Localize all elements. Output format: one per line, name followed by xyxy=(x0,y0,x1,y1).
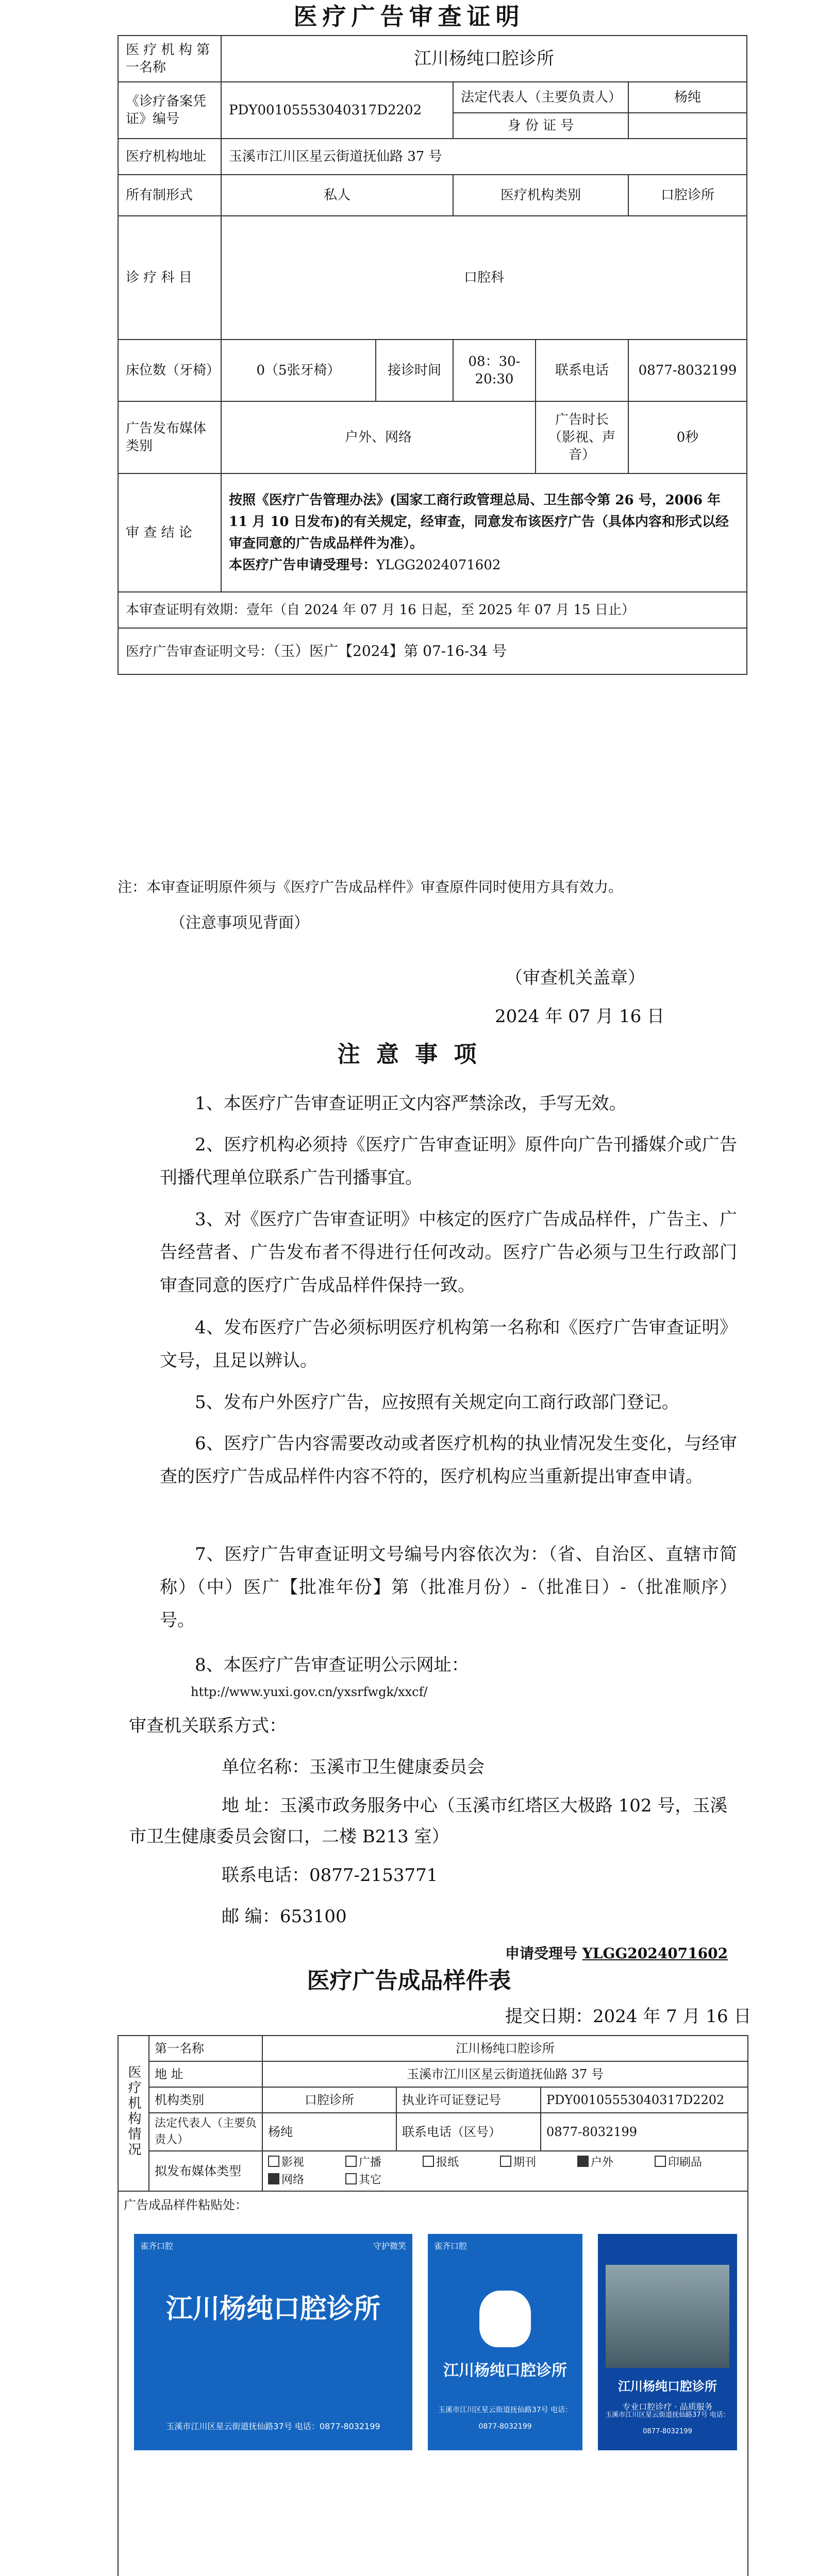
checkbox-icon[interactable] xyxy=(268,2156,279,2167)
notice-title: 注 意 事 项 xyxy=(337,1041,481,1067)
sample1-addr-value: 玉溪市江川区星云街道抚仙路 37 号 xyxy=(262,2061,748,2087)
poster-title: 江川杨纯口腔诊所 xyxy=(618,2379,717,2394)
sample1-accept-label: 申请受理号 xyxy=(505,1945,578,1962)
valid-period xyxy=(118,592,747,628)
sample1-lic-value: PDY00105553040317D2202 xyxy=(541,2087,748,2113)
media-option-label: 期刊 xyxy=(513,2156,537,2169)
media-option[interactable] xyxy=(345,2172,423,2189)
media-option-label: 网络 xyxy=(281,2174,305,2187)
poster-brand: 雀齐口腔 xyxy=(140,2241,174,2251)
poster-landscape xyxy=(134,2234,412,2450)
certificate-title: 医疗广告审查证明 xyxy=(293,3,525,30)
sample1-cat-label: 机构类别 xyxy=(149,2087,262,2113)
contact-phone-label: 联系电话： xyxy=(222,1865,309,1886)
poster-storefront xyxy=(598,2234,737,2450)
conclusion-text: 按照《医疗广告管理办法》(国家工商行政管理总局、卫生部令第 26 号，2006 年 11 月 10 日发布)的有关规定，经审查，同意发布该医疗广告（具体内容和形式以经审查同意的广告成品样件为准）。 xyxy=(229,493,729,551)
beds-label: 床位数（牙椅） xyxy=(118,340,221,401)
checkbox-icon[interactable] xyxy=(577,2156,589,2167)
checkbox-icon[interactable] xyxy=(268,2173,279,2184)
poster-slogan: 专业口腔诊疗 · 品质服务 xyxy=(622,2402,713,2412)
conclusion-label: 审 查 结 论 xyxy=(118,473,221,592)
media-option[interactable] xyxy=(500,2155,577,2171)
conclusion-cell xyxy=(221,473,747,592)
notice-item-6: 6、医疗广告内容需要改动或者医疗机构的执业情况发生变化，与经审查的医疗广告成品样件内容不符的，医疗机构应当重新提出审查申请。 xyxy=(160,1433,737,1487)
checkbox-icon[interactable] xyxy=(345,2173,357,2184)
notice-item-4: 4、发布医疗广告必须标明医疗机构第一名称和《医疗广告审查证明》文号，且足以辨认。 xyxy=(160,1317,737,1371)
poster-portrait xyxy=(428,2234,582,2450)
contact-unit-label: 单位名称： xyxy=(222,1757,309,1777)
subjects-label: 诊 疗 科 目 xyxy=(118,216,221,340)
notice-item-2: 2、医疗机构必须持《医疗广告审查证明》原件向广告刊播媒介或广告刊播代理单位联系广告刊播事宜。 xyxy=(160,1134,737,1188)
conclusion-no-value: YLGG2024071602 xyxy=(376,557,501,573)
certificate-table xyxy=(118,35,747,675)
notice-item-7: 7、医疗广告审查证明文号编号内容依次为：（省、自治区、直辖市简称）（中）医广【批准年份】第（批准月份）-（批准日）-（批准顺序）号。 xyxy=(160,1544,737,1631)
media-option[interactable] xyxy=(268,2155,345,2171)
cert-number xyxy=(118,628,747,674)
checkbox-icon[interactable] xyxy=(345,2156,357,2167)
media-option-label: 户外 xyxy=(591,2156,614,2169)
contact-postcode-label: 邮 编： xyxy=(222,1906,280,1927)
cert-no-label: 医疗广告审查证明文号： xyxy=(126,643,274,659)
sample1-date: 提交日期：2024 年 7 月 16 日 xyxy=(505,2006,752,2027)
media-option[interactable] xyxy=(345,2155,423,2171)
media-option-label: 报纸 xyxy=(436,2156,459,2169)
media-label: 广告发布媒体类别 xyxy=(118,401,221,473)
hours-value: 08：30-20:30 xyxy=(453,340,536,401)
poster-address: 玉溪市江川区星云街道抚仙路37号 电话：0877-8032199 xyxy=(166,2421,380,2431)
legal-rep-value: 杨纯 xyxy=(628,82,747,113)
contact-unit xyxy=(222,1752,485,1783)
media-option-label: 印刷品 xyxy=(668,2156,703,2169)
storefront-photo xyxy=(606,2265,729,2368)
sample1-phone-value: 0877-8032199 xyxy=(541,2113,748,2151)
sample1-lic-label: 执业许可证登记号 xyxy=(396,2087,541,2113)
media-option-label: 其它 xyxy=(359,2174,382,2187)
poster-address: 玉溪市江川区星云街道抚仙路37号 电话：0877-8032199 xyxy=(605,2411,730,2435)
valid-label: 本审查证明有效期： xyxy=(126,602,247,618)
ownership-value: 私人 xyxy=(221,175,453,216)
phone-value: 0877-8032199 xyxy=(628,340,747,401)
notice-item-5: 5、发布户外医疗广告，应按照有关规定向工商行政部门登记。 xyxy=(195,1392,679,1413)
contact-address-value: 玉溪市政务服务中心（玉溪市红塔区大极路 102 号，玉溪市卫生健康委员会窗口，二楼 B213 室） xyxy=(129,1795,728,1847)
notice-item-1: 1、本医疗广告审查证明正文内容严禁涂改，手写无效。 xyxy=(195,1093,627,1114)
poster-tag: 守护微笑 xyxy=(373,2241,406,2251)
address-value: 玉溪市江川区星云街道抚仙路 37 号 xyxy=(221,139,747,175)
category-value: 口腔诊所 xyxy=(628,175,747,216)
license-value: PDY00105553040317D2202 xyxy=(221,82,453,139)
category-label: 医疗机构类别 xyxy=(453,175,628,216)
notice-url[interactable]: http://www.yuxi.gov.cn/yxsrfwgk/xxcf/ xyxy=(191,1685,428,1699)
valid-value: 壹年（自 2024 年 07 月 16 日起，至 2025 年 07 月 15 日止） xyxy=(246,602,635,618)
contact-heading: 审查机关联系方式： xyxy=(129,1716,287,1736)
certificate-note: 注：本审查证明原件须与《医疗广告成品样件》审查原件同时使用方具有效力。 xyxy=(118,878,623,895)
certificate-date: 2024 年 07 月 16 日 xyxy=(495,1006,665,1027)
contact-postcode-value: 653100 xyxy=(279,1906,347,1927)
checkbox-icon[interactable] xyxy=(500,2156,511,2167)
duration-value: 0秒 xyxy=(628,401,747,473)
sample1-media-options xyxy=(262,2151,748,2191)
sample1-name-value: 江川杨纯口腔诊所 xyxy=(262,2036,748,2061)
sample1-side-label: 医疗机构情况 xyxy=(126,2065,141,2158)
poster-title: 江川杨纯口腔诊所 xyxy=(165,2294,380,2325)
media-option[interactable] xyxy=(577,2155,655,2171)
sample1-legal-label: 法定代表人（主要负责人） xyxy=(149,2113,262,2151)
checkbox-icon[interactable] xyxy=(423,2156,434,2167)
id-number-value xyxy=(628,113,747,139)
sample1-media-label: 拟发布媒体类型 xyxy=(149,2151,262,2191)
address-label: 医疗机构地址 xyxy=(118,139,221,175)
checkbox-icon[interactable] xyxy=(655,2156,666,2167)
sample1-paste-area xyxy=(118,2191,748,2576)
conclusion-no-label: 本医疗广告申请受理号： xyxy=(229,557,377,573)
contact-postcode xyxy=(222,1901,347,1932)
notice-reference: （注意事项见背面） xyxy=(170,914,309,932)
sample1-title: 医疗广告成品样件表 xyxy=(307,1968,511,1994)
legal-rep-label: 法定代表人（主要负责人） xyxy=(453,82,628,113)
contact-address-label: 地 址： xyxy=(222,1795,280,1816)
tooth-icon xyxy=(479,2291,531,2347)
sample1-name-label: 第一名称 xyxy=(149,2036,262,2061)
org-name-value: 江川杨纯口腔诊所 xyxy=(221,36,747,82)
duration-label: 广告时长（影视、声音） xyxy=(536,401,628,473)
poster-brand: 雀齐口腔 xyxy=(434,2241,468,2251)
media-option-label: 影视 xyxy=(281,2156,305,2169)
phone-label: 联系电话 xyxy=(536,340,628,401)
sample1-poster-area xyxy=(124,2213,742,2481)
id-number-label: 身 份 证 号 xyxy=(453,113,628,139)
org-name-label: 医 疗 机 构 第一名称 xyxy=(118,36,221,82)
certificate-seal: （审查机关盖章） xyxy=(505,968,645,988)
ownership-label: 所有制形式 xyxy=(118,175,221,216)
contact-address xyxy=(129,1790,732,1852)
notice-item-3: 3、对《医疗广告审查证明》中核定的医疗广告成品样件，广告主、广告经营者、广告发布者不得进行任何改动。医疗广告必须与卫生行政部门审查同意的医疗广告成品样件保持一致。 xyxy=(160,1209,737,1296)
cert-no-value: （玉）医广【2024】第 07-16-34 号 xyxy=(273,642,507,659)
beds-value: 0（5张牙椅） xyxy=(221,340,376,401)
hours-label: 接诊时间 xyxy=(376,340,453,401)
sample1-cat-value: 口腔诊所 xyxy=(262,2087,396,2113)
contact-phone-value: 0877-2153771 xyxy=(309,1865,438,1886)
poster-address: 玉溪市江川区星云街道抚仙路37号 电话：0877-8032199 xyxy=(438,2406,573,2431)
media-option[interactable] xyxy=(655,2155,732,2171)
sample1-side xyxy=(118,2036,149,2191)
notice-item-8: 8、本医疗广告审查证明公示网址： xyxy=(195,1655,469,1675)
sample1-addr-label: 地 址 xyxy=(149,2061,262,2087)
sample1-accept xyxy=(505,1942,728,1963)
sample1-accept-value: YLGG2024071602 xyxy=(582,1945,728,1962)
media-value: 户外、网络 xyxy=(221,401,536,473)
subjects-value: 口腔科 xyxy=(221,216,747,340)
media-option-label: 广播 xyxy=(359,2156,382,2169)
license-label: 《诊疗备案凭证》编号 xyxy=(118,82,221,139)
sample1-sample-label: 广告成品样件粘贴处： xyxy=(124,2198,247,2212)
sample1-table xyxy=(118,2035,748,2576)
media-option[interactable] xyxy=(423,2155,500,2171)
contact-phone xyxy=(222,1860,438,1891)
poster-title: 江川杨纯口腔诊所 xyxy=(443,2362,567,2380)
sample1-phone-label: 联系电话（区号） xyxy=(396,2113,541,2151)
sample1-legal-value: 杨纯 xyxy=(262,2113,396,2151)
media-option[interactable] xyxy=(268,2172,345,2189)
contact-unit-value: 玉溪市卫生健康委员会 xyxy=(309,1757,485,1777)
